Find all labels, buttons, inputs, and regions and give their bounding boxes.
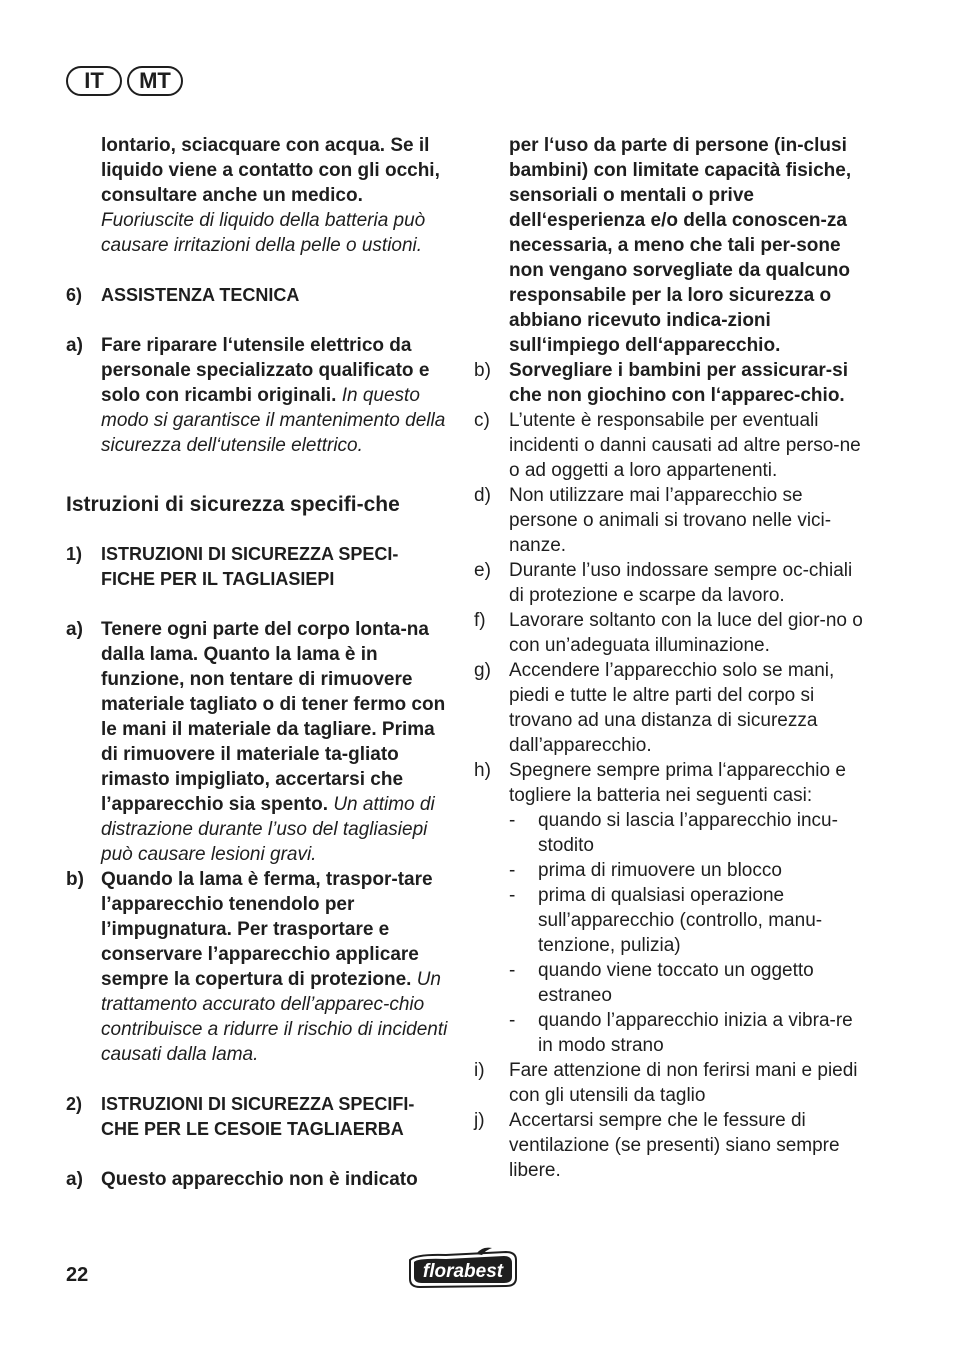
list-item-text: Durante l’uso indossare sempre oc-chiali di protezione e scarpe da lavoro.: [509, 560, 853, 606]
dash-marker: -: [509, 960, 516, 981]
list-item-text: Lavorare soltanto con la luce del gior-no o con un’adeguata illuminazione.: [509, 610, 863, 656]
sub-list-text: quando si lascia l’apparecchio incu-stodito: [538, 810, 838, 856]
list-item-d: [474, 483, 864, 558]
left-column: [66, 133, 451, 1192]
list-item-i: [474, 1058, 864, 1108]
list-item-c: [474, 408, 864, 483]
list-item-a: [66, 333, 451, 458]
dash-marker: -: [509, 810, 516, 831]
sub-list-item: [474, 883, 864, 958]
list-marker: a): [66, 335, 83, 356]
continued-paragraph: per l‘uso da parte di persone (in-clusi bambini) con limitate capacità fisiche, sensoriali o mentali o prive dell‘esperienza e/o della conoscen-za necessaria, a meno che tali per-sone non vengano sorvegliate da qualcuno responsabile per la loro sicurezza o abbiano ricevuto indica-zioni sull‘impiego dell‘apparecchio.: [509, 135, 852, 356]
list-item-e: [474, 558, 864, 608]
section-6-number: 6): [66, 285, 83, 305]
continued-bold-text: lontario, sciacquare con acqua. Se il liquido viene a contatto con gli occhi, consultare anche un medico.: [101, 135, 440, 206]
list-item-h: [474, 758, 864, 808]
list-item-a1: [66, 617, 451, 867]
continued-paragraph: [66, 133, 451, 258]
section-6-label: ASSISTENZA TECNICA: [101, 285, 300, 305]
list-item-italic-text: Un trattamento accurato dell’apparec-chio contribuisce a ridurre il rischio di incidenti causati dalla lama.: [101, 969, 448, 1065]
list-item-f: [474, 608, 864, 658]
list-item-bold-text: Fare riparare l‘utensile elettrico da personale specializzato qualificato e solo con ricambi originali.: [101, 335, 430, 406]
list-item-g: [474, 658, 864, 758]
language-tag-it: IT: [66, 66, 122, 96]
list-item-text: L’utente è responsabile per eventuali incidenti o danni causati ad altre perso-ne o ad oggetti a loro appartenenti.: [509, 410, 861, 481]
list-marker: a): [66, 619, 83, 640]
sub-list-item: [474, 1008, 864, 1058]
section-2-label: ISTRUZIONI DI SICUREZZA SPECIFI-CHE PER LE CESOIE TAGLIAERBA: [101, 1094, 415, 1139]
list-marker: e): [474, 560, 491, 581]
section-heading: Istruzioni di sicurezza specifi-che: [66, 493, 400, 516]
list-item-text: Accendere l’apparecchio solo se mani, piedi e tutte le altre parti del corpo si trovano ad una distanza di sicurezza dall’apparecchio.: [509, 660, 835, 756]
section-1-title: [66, 542, 451, 592]
sub-list-text: quando l’apparecchio inizia a vibra-re in modo strano: [538, 1010, 853, 1056]
list-marker: b): [66, 869, 84, 890]
list-item-italic-text: In questo modo si garantisce il mantenimento della sicurezza dell‘utensile elettrico.: [101, 385, 446, 456]
list-item-text: Sorvegliare i bambini per assicurar-si che non giochino con l‘apparec-chio.: [509, 360, 848, 406]
language-tags: [66, 66, 183, 96]
list-marker: d): [474, 485, 491, 506]
list-item-b: [474, 358, 864, 408]
list-marker: b): [474, 360, 491, 381]
sub-list-text: prima di rimuovere un blocco: [538, 860, 782, 881]
list-item-italic-text: Un attimo di distrazione durante l’uso del tagliasiepi può causare lesioni gravi.: [101, 794, 435, 865]
list-marker: g): [474, 660, 491, 681]
dash-marker: -: [509, 885, 516, 906]
list-marker: h): [474, 760, 491, 781]
section-2-title: [66, 1092, 451, 1142]
sub-list-item: [474, 808, 864, 858]
list-marker: i): [474, 1060, 485, 1081]
language-tag-mt: MT: [127, 66, 183, 96]
list-item-j: [474, 1108, 864, 1183]
section-1-label: ISTRUZIONI DI SICUREZZA SPECI-FICHE PER IL TAGLIASIEPI: [101, 544, 399, 589]
dash-marker: -: [509, 1010, 516, 1031]
svg-text:florabest: florabest: [422, 1261, 504, 1282]
page-number: 22: [66, 1264, 89, 1286]
list-marker: a): [66, 1169, 83, 1190]
section-1-number: 1): [66, 544, 83, 564]
list-item-b1: [66, 867, 451, 1067]
section-6-title: [66, 283, 451, 308]
right-column: [474, 133, 864, 1183]
list-item-text: Non utilizzare mai l’apparecchio se persone o animali si trovano nelle vici-nanze.: [509, 485, 832, 556]
section-2-number: 2): [66, 1094, 83, 1114]
sub-list-text: quando viene toccato un oggetto estraneo: [538, 960, 814, 1006]
logo-icon: [406, 1246, 520, 1290]
continued-italic-text: Fuoriuscite di liquido della batteria può causare irritazioni della pelle o ustioni.: [101, 210, 426, 256]
list-item-bold-text: Questo apparecchio non è indicato: [101, 1169, 418, 1190]
list-marker: j): [474, 1110, 485, 1131]
list-item-bold-text: Tenere ogni parte del corpo lonta-na dalla lama. Quanto la lama è in funzione, non tentare di rimuovere materiale tagliato o di tener fermo con le mani il materiale da tagliare. Prima di rimuovere il materiale ta-gliato rimasto impigliato, accertarsi che l’apparecchio sia spento.: [101, 619, 446, 815]
list-item-text: Fare attenzione di non ferirsi mani e piedi con gli utensili da taglio: [509, 1060, 858, 1106]
list-item-text: Spegnere sempre prima l‘apparecchio e togliere la batteria nei seguenti casi:: [509, 760, 846, 806]
sub-list-item: [474, 958, 864, 1008]
list-item-a2: [66, 1167, 451, 1192]
list-marker: c): [474, 410, 490, 431]
sub-list-item: [474, 858, 864, 883]
sub-list-text: prima di qualsiasi operazione sull’apparecchio (controllo, manu-tenzione, pulizia): [538, 885, 823, 956]
list-item-bold-text: Quando la lama è ferma, traspor-tare l’apparecchio tenendolo per l’impugnatura. Per trasportare e conservare l’apparecchio applicare sempre la copertura di protezione.: [101, 869, 433, 990]
list-marker: f): [474, 610, 486, 631]
florabest-logo: [406, 1246, 520, 1290]
list-item-text: Accertarsi sempre che le fessure di ventilazione (se presenti) siano sempre libere.: [509, 1110, 840, 1181]
dash-marker: -: [509, 860, 516, 881]
